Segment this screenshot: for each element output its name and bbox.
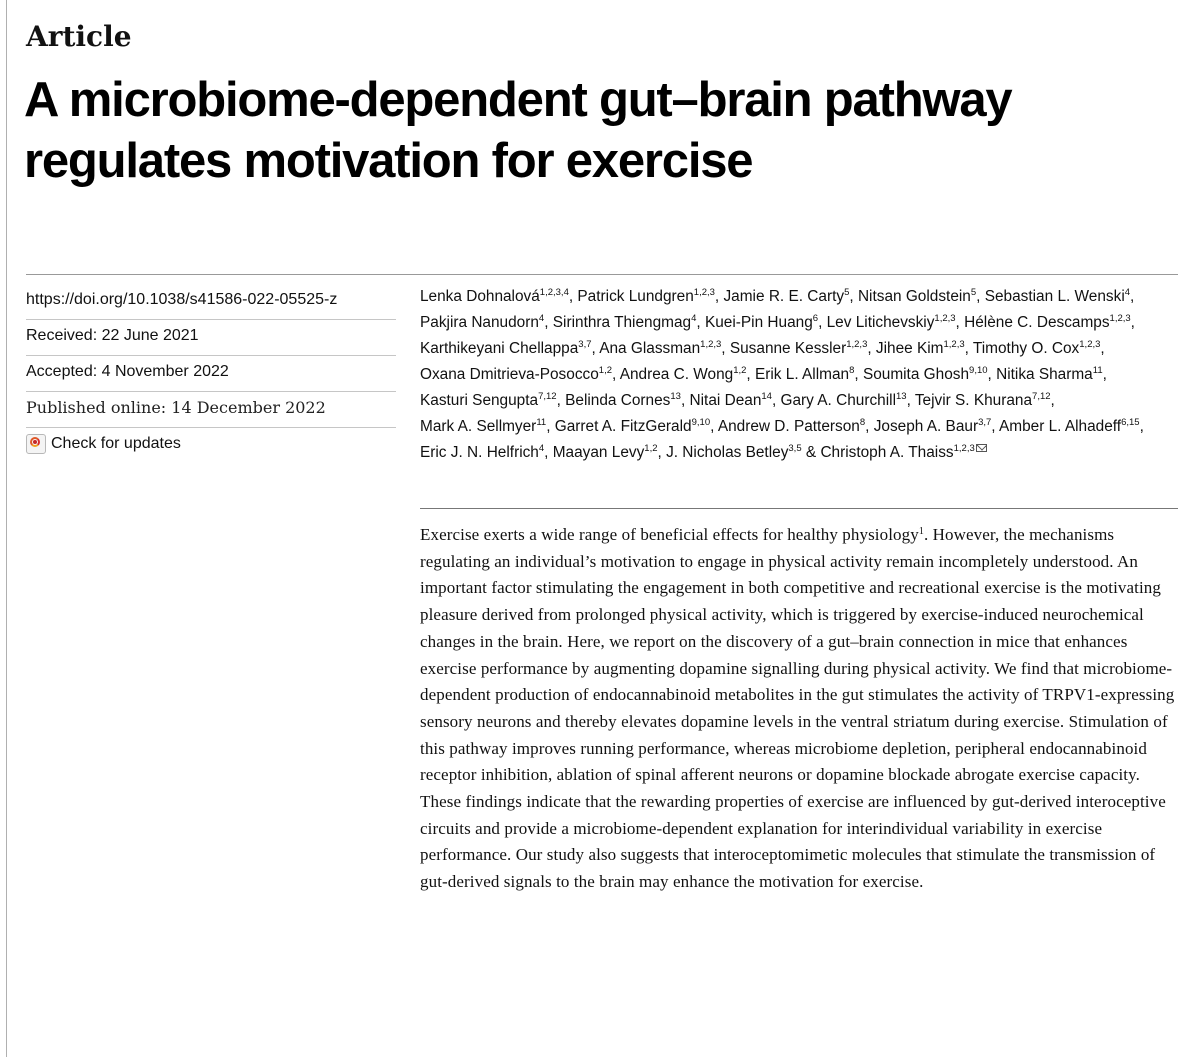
author-name-text: Joseph A. Baur xyxy=(873,418,979,435)
author-name-text: Christoph A. Thaiss xyxy=(820,444,954,461)
author-separator: , xyxy=(987,366,997,383)
author-name-text: Nitai Dean xyxy=(689,392,762,409)
author-affiliation: 7,12 xyxy=(1032,391,1051,402)
author-affiliation: 4 xyxy=(691,313,697,324)
author-name[interactable] xyxy=(876,340,965,357)
author-separator: , xyxy=(955,314,965,331)
author-affiliation: 14 xyxy=(761,391,772,402)
author-separator: , xyxy=(1100,340,1105,357)
author-name-text: Eric J. N. Helfrich xyxy=(420,444,539,461)
author-separator: , xyxy=(976,288,985,305)
author-separator: , xyxy=(771,392,781,409)
author-separator: , xyxy=(854,366,863,383)
author-affiliation: 5 xyxy=(970,287,977,298)
author-separator: , xyxy=(1130,314,1135,331)
author-affiliation: 1,2,3,4 xyxy=(539,287,569,298)
author-name-text: Hélène C. Descamps xyxy=(964,314,1110,331)
page-left-rule xyxy=(6,0,7,1057)
author-name[interactable] xyxy=(420,418,546,435)
author-name-text: Patrick Lundgren xyxy=(577,288,694,305)
author-separator: , xyxy=(867,340,876,357)
author-name[interactable] xyxy=(863,366,988,383)
check-for-updates-button[interactable] xyxy=(26,428,396,463)
accepted-date: Accepted: 4 November 2022 xyxy=(26,356,396,392)
author-name[interactable] xyxy=(420,340,592,357)
author-name[interactable] xyxy=(973,340,1100,357)
author-affiliation: 1,2,3 xyxy=(1109,313,1131,324)
author-name[interactable] xyxy=(827,314,956,331)
author-affiliation: 9,10 xyxy=(969,365,988,376)
author-list xyxy=(420,284,1180,466)
author-separator: , xyxy=(696,314,705,331)
author-separator: , xyxy=(746,366,755,383)
author-name-text: J. Nicholas Betley xyxy=(666,444,789,461)
author-affiliation: 3,5 xyxy=(788,443,802,454)
author-name[interactable] xyxy=(577,288,715,305)
author-name[interactable] xyxy=(985,288,1130,305)
author-name[interactable] xyxy=(755,366,854,383)
author-affiliation: 9,10 xyxy=(691,417,711,428)
author-affiliation: 1,2,3 xyxy=(693,287,715,298)
author-name-text: Sirinthra Thiengmag xyxy=(552,314,692,331)
author-affiliation: 3,7 xyxy=(578,339,592,350)
author-name-text: Mark A. Sellmyer xyxy=(420,418,537,435)
author-name[interactable] xyxy=(690,392,772,409)
author-name-text: Kasturi Sengupta xyxy=(420,392,539,409)
author-name-text: Karthikeyani Chellappa xyxy=(420,340,579,357)
author-name[interactable] xyxy=(858,288,976,305)
author-affiliation: 1,2,3 xyxy=(846,339,868,350)
author-separator: , xyxy=(568,288,578,305)
author-affiliation: 5 xyxy=(844,287,850,298)
author-name-text: Nitsan Goldstein xyxy=(857,288,971,305)
author-name-text: Lev Litichevskiy xyxy=(826,314,935,331)
author-affiliation: 11 xyxy=(1092,365,1103,376)
author-separator: , xyxy=(556,392,566,409)
article-type-label: Article xyxy=(26,20,132,53)
author-name[interactable] xyxy=(553,314,697,331)
author-affiliation: 11 xyxy=(536,417,547,428)
abstract-text-1: Exercise exerts a wide range of beneficial effects for healthy physiology xyxy=(420,525,919,544)
author-name-text: Amber L. Alhadeff xyxy=(999,418,1122,435)
author-name-text: Andrew D. Patterson xyxy=(717,418,860,435)
author-separator: , xyxy=(546,418,555,435)
author-name-text: Oxana Dmitrieva-Posocco xyxy=(420,366,599,383)
author-name-text: Nitika Sharma xyxy=(996,366,1093,383)
author-name-text: Lenka Dohnalová xyxy=(420,288,540,305)
author-name-text: Tejvir S. Khurana xyxy=(914,392,1033,409)
author-name[interactable] xyxy=(874,418,992,435)
author-name-text: Andrea C. Wong xyxy=(619,366,734,383)
author-separator: , xyxy=(1130,288,1135,305)
author-separator: , xyxy=(991,418,999,435)
author-name[interactable] xyxy=(553,444,658,461)
author-name-text: Garret A. FitzGerald xyxy=(554,418,692,435)
author-name[interactable] xyxy=(723,288,849,305)
author-name[interactable] xyxy=(718,418,865,435)
author-name[interactable] xyxy=(599,340,721,357)
author-affiliation: 4 xyxy=(1124,287,1131,298)
author-separator: , xyxy=(721,340,730,357)
author-name[interactable] xyxy=(620,366,747,383)
author-affiliation: 13 xyxy=(895,391,907,402)
author-name[interactable] xyxy=(420,444,544,461)
author-name-text: Jihee Kim xyxy=(875,340,944,357)
author-separator: , xyxy=(906,392,915,409)
author-affiliation: 3,7 xyxy=(978,417,992,428)
author-name-text: Erik L. Allman xyxy=(754,366,850,383)
author-affiliation: 1,2,3 xyxy=(1079,339,1101,350)
author-name-text: Ana Glassman xyxy=(599,340,701,357)
author-separator: , xyxy=(544,444,553,461)
abstract xyxy=(420,522,1180,896)
author-name[interactable] xyxy=(730,340,868,357)
author-name-text: Maayan Levy xyxy=(552,444,645,461)
author-affiliation: 8 xyxy=(859,417,866,428)
published-date: Published online: 14 December 2022 xyxy=(26,392,396,428)
author-name-text: Jamie R. E. Carty xyxy=(723,288,845,305)
author-affiliation: 1,2,3 xyxy=(934,313,956,324)
author-separator: , xyxy=(612,366,620,383)
author-affiliation: 7,12 xyxy=(538,391,557,402)
author-name[interactable] xyxy=(996,366,1103,383)
author-name-text: Timothy O. Cox xyxy=(972,340,1080,357)
author-name-text: Sebastian L. Wenski xyxy=(984,288,1125,305)
author-name-text: Soumita Ghosh xyxy=(862,366,970,383)
crossmark-icon xyxy=(26,434,46,454)
author-affiliation: 1,2 xyxy=(598,365,612,376)
doi-link[interactable]: https://doi.org/10.1038/s41586-022-05525-z xyxy=(26,284,396,320)
author-separator: , xyxy=(710,418,718,435)
author-separator: & xyxy=(801,444,821,461)
author-affiliation: 4 xyxy=(538,443,545,454)
author-name[interactable] xyxy=(666,444,802,461)
author-separator: , xyxy=(865,418,874,435)
author-name[interactable] xyxy=(420,392,557,409)
author-name-text: Gary A. Churchill xyxy=(780,392,896,409)
author-name[interactable] xyxy=(565,392,681,409)
author-affiliation: 4 xyxy=(538,313,545,324)
author-name[interactable] xyxy=(555,418,710,435)
author-name[interactable] xyxy=(705,314,818,331)
author-name[interactable] xyxy=(420,314,544,331)
author-name[interactable] xyxy=(915,392,1051,409)
author-separator: , xyxy=(964,340,973,357)
article-metadata xyxy=(26,284,396,463)
author-name-text: Belinda Cornes xyxy=(565,392,671,409)
author-name[interactable] xyxy=(420,366,612,383)
author-name[interactable] xyxy=(781,392,907,409)
author-name-text: Pakjira Nanudorn xyxy=(420,314,539,331)
author-name[interactable] xyxy=(964,314,1131,331)
author-affiliation: 13 xyxy=(670,391,681,402)
author-name[interactable] xyxy=(999,418,1140,435)
author-affiliation: 1,2,3 xyxy=(700,339,722,350)
author-affiliation: 6 xyxy=(812,313,819,324)
author-separator: , xyxy=(714,288,724,305)
author-separator: , xyxy=(818,314,827,331)
author-name[interactable] xyxy=(820,444,986,461)
author-separator: , xyxy=(849,288,858,305)
author-separator: , xyxy=(1050,392,1055,409)
author-affiliation: 1,2 xyxy=(733,365,747,376)
author-separator: , xyxy=(1139,418,1144,435)
header-divider xyxy=(26,274,1178,275)
check-for-updates-label: Check for updates xyxy=(51,435,181,452)
envelope-icon[interactable] xyxy=(976,444,987,452)
article-title: A microbiome-dependent gut–brain pathway regulates motivation for exercise xyxy=(24,73,1012,188)
author-separator: , xyxy=(657,444,667,461)
author-affiliation: 1,2,3 xyxy=(943,339,965,350)
author-name-text: Susanne Kessler xyxy=(729,340,847,357)
abstract-text-2: . However, the mechanisms regulating an individual’s motivation to engage in physical activity remain incompletely understood. An important factor stimulating the engagement in both competitive and recreational exercise is the motivating pleasure derived from prolonged physical activity, which is triggered by exercise-induced neurochemical changes in the brain. Here, we report on the discovery of a gut–brain connection in mice that enhances exercise performance by augmenting dopamine signalling during physical activity. We find that microbiome-dependent production of endocannabinoid metabolites in the gut stimulates the activity of TRPV1-expressing sensory neurons and thereby elevates dopamine levels in the ventral striatum during exercise. Stimulation of this pathway improves running performance, whereas microbiome depletion, peripheral endocannabinoid receptor inhibition, ablation of spinal afferent neurons or dopamine blockade abrogate exercise capacity. These findings indicate that the rewarding properties of exercise are influenced by gut-derived interoceptive circuits and provide a microbiome-dependent explanation for interindividual variability in exercise performance. Our study also suggests that interoceptomimetic molecules that stimulate the transmission of gut-derived signals to the brain may enhance the motivation for exercise. xyxy=(420,525,1175,892)
author-separator: , xyxy=(544,314,553,331)
author-separator: , xyxy=(591,340,600,357)
author-name[interactable] xyxy=(420,288,569,305)
author-affiliation: 8 xyxy=(849,365,855,376)
abstract-divider xyxy=(420,508,1178,509)
reference-1[interactable]: 1 xyxy=(918,526,924,537)
author-separator: , xyxy=(1102,366,1107,383)
author-affiliation: 1,2 xyxy=(644,443,658,454)
author-affiliation: 6,15 xyxy=(1121,417,1140,428)
author-affiliation: 1,2,3 xyxy=(953,443,975,454)
received-date: Received: 22 June 2021 xyxy=(26,320,396,356)
author-name-text: Kuei-Pin Huang xyxy=(704,314,813,331)
author-separator: , xyxy=(680,392,690,409)
